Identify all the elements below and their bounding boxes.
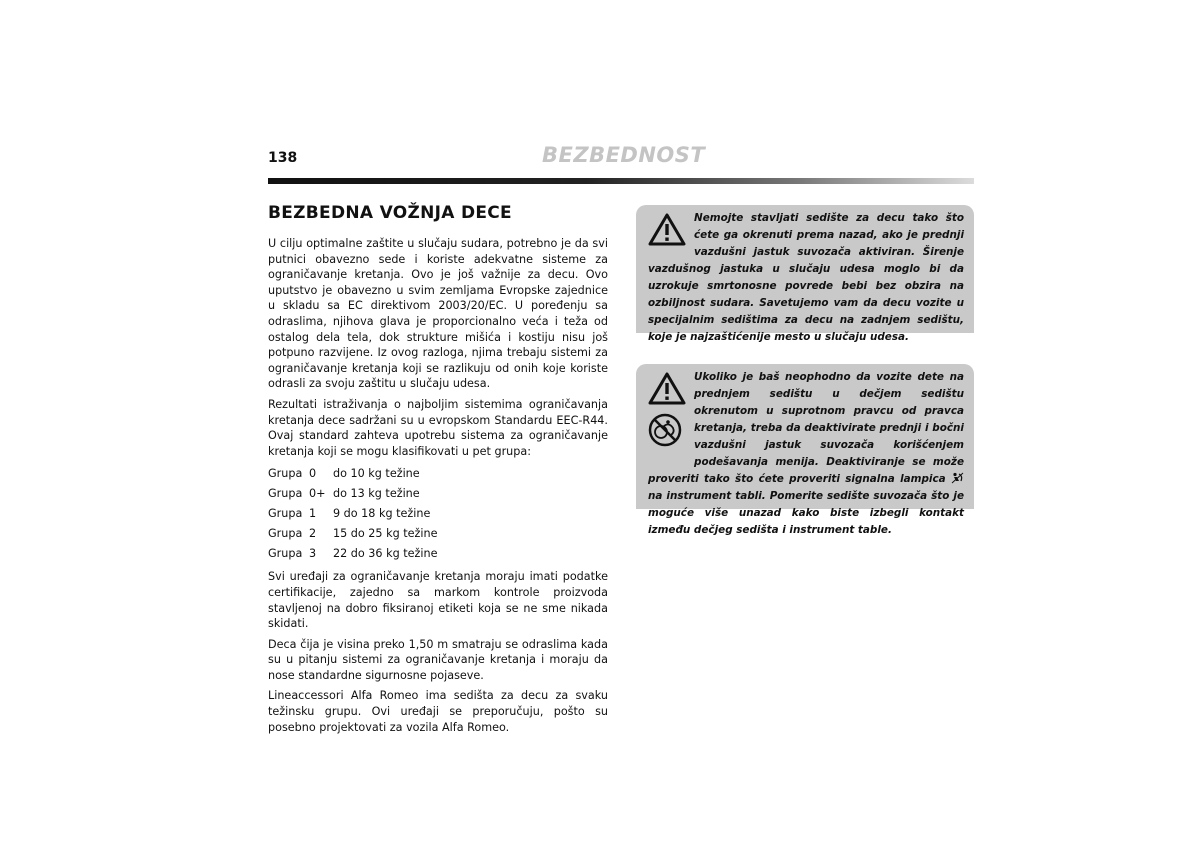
warning-text: Nemojte stavljati sedište za decu tako što ćete ga okrenuti prema nazad, ako je prednji vazdušni jastuk suvozača aktiviran. Širenje vazdušnog jastuka u slučaju udesa moglo bi da uzrokuje smrtonosne povrede bebi bez obzira na ozbiljnost sudara. Savetujemo vam da decu vozite u specijalnim sedištima za decu na zadnjem sedištu, koje je najzaštićenije mesto u slučaju udesa. bbox=[648, 212, 964, 343]
group-number: 2 bbox=[309, 527, 317, 541]
article-heading: BEZBEDNA VOŽNJA DECE bbox=[268, 203, 512, 223]
weight-group-row bbox=[268, 524, 608, 544]
warning-text: Ukoliko je baš neophodno da vozite dete na prednjem sedištu u dečjem sedištu okrenutom u suprotnom pravcu od pravca kretanja, treba da deaktivirate prednji i bočni vazdušni jastuk suvozača korišćenjem podešavanja menija. Deaktiviranje se može proveriti tako što ćete proveriti signalna lampica bbox=[648, 371, 964, 485]
group-number: 1 bbox=[309, 507, 317, 521]
airbag-warning-light-icon bbox=[951, 472, 964, 484]
group-label: Grupa bbox=[268, 527, 303, 541]
weight-group-row bbox=[268, 464, 608, 484]
warning-triangle-icon bbox=[648, 213, 686, 246]
article-paragraph: Rezultati istraživanja o najboljim sistemima ograničavanja kretanja dece sadržani su u evropskom Standardu EEC-R44. Ovaj standard zahteva upotrebu sistema za ograničavanje kretanja koji se mogu klasifikovati u pet grupa: bbox=[268, 397, 608, 458]
warning-icons bbox=[648, 213, 690, 254]
group-range: do 10 kg težine bbox=[333, 467, 420, 481]
group-label: Grupa bbox=[268, 547, 303, 561]
warning-triangle-icon bbox=[648, 372, 686, 405]
weight-group-row bbox=[268, 504, 608, 524]
warning-text: na instrument tabli. Pomerite sedište suvozača što je moguće više unazad kako biste izbegli kontakt između dečjeg sedišta i instrument table. bbox=[648, 490, 964, 536]
group-range: 15 do 25 kg težine bbox=[333, 527, 438, 541]
weight-group-list bbox=[268, 464, 608, 564]
group-range: 22 do 36 kg težine bbox=[333, 547, 438, 561]
article-paragraph: Lineaccessori Alfa Romeo ima sedišta za decu za svaku težinsku grupu. Ovi uređaji se preporučuju, pošto su posebno projektovati za vozila Alfa Romeo. bbox=[268, 689, 608, 734]
group-label: Grupa bbox=[268, 487, 303, 501]
group-label: Grupa bbox=[268, 467, 303, 481]
weight-group-row bbox=[268, 544, 608, 564]
warning-box-rear-facing-seat bbox=[636, 205, 974, 343]
group-label: Grupa bbox=[268, 507, 303, 521]
warning-icons bbox=[648, 372, 690, 455]
group-number: 0+ bbox=[309, 487, 326, 501]
airbag-off-icon bbox=[648, 413, 682, 447]
article-paragraph: Deca čija je visina preko 1,50 m smatraju se odraslima kada su u pitanju sistemi za ograničavanje kretanja i moraju da nose standardne sigurnosne pojaseve. bbox=[268, 637, 608, 682]
header-divider bbox=[268, 178, 974, 184]
group-number: 0 bbox=[309, 467, 317, 481]
article-paragraph: U cilju optimalne zaštite u slučaju sudara, potrebno je da svi putnici obavezno sede i koriste adekvatne sisteme za ograničavanje kretanja. Ovo je još važnije za decu. Ovo uputstvo je obavezno u svim zemljama Evropske zajednice u skladu sa EC direktivom 2003/20/EC. U poređenju sa odraslima, njihova glava je proporcionalno veća i teža od ostalog dela tela, dok strukture mišića i kostiju nisu još potpuno razvijene. Iz ovog razloga, njima trebaju sistemi za ograničavanje kretanja koji se razlikuju od onih koje koriste odrasli za svoju zaštitu u slučaju udesa. bbox=[268, 237, 608, 391]
group-range: 9 do 18 kg težine bbox=[333, 507, 431, 521]
group-range: do 13 kg težine bbox=[333, 487, 420, 501]
warning-box-airbag-deactivation bbox=[636, 364, 974, 536]
article-column bbox=[268, 203, 608, 740]
group-number: 3 bbox=[309, 547, 317, 561]
page-number: 138 bbox=[268, 150, 298, 166]
weight-group-row bbox=[268, 484, 608, 504]
article-paragraph: Svi uređaji za ograničavanje kretanja moraju imati podatke certifikacije, zajedno sa markom kontrole proizvoda stavljenoj na dobro fiksiranoj etiketi koja se ne sme nikada skidati. bbox=[268, 570, 608, 631]
section-title: BEZBEDNOST bbox=[542, 143, 706, 167]
